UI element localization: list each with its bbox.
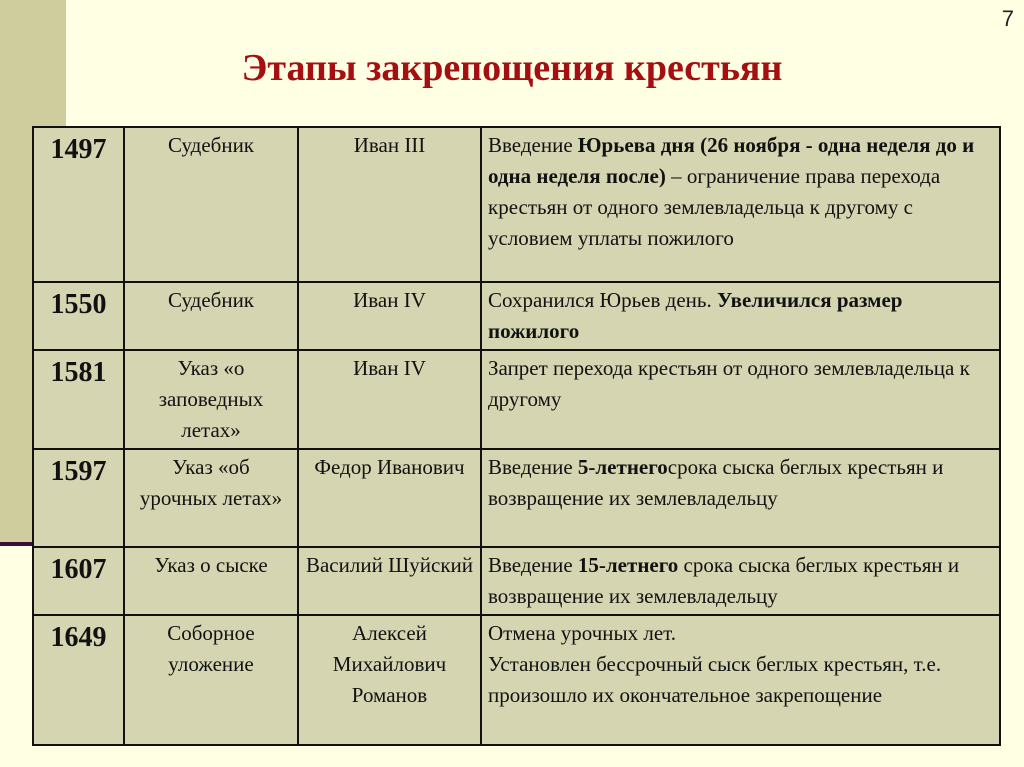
ruler-cell: Иван III	[298, 127, 481, 282]
description-bold-text: 15-летнего	[577, 553, 679, 577]
description-text: срока сыска беглых крестьян и возвращение их землевладельцу	[488, 455, 944, 510]
document-cell: Судебник	[124, 282, 298, 350]
description-cell	[481, 350, 1000, 449]
description-text: Запрет перехода крестьян от одного землевладельца к другому	[488, 356, 970, 411]
ruler-cell: Иван IV	[298, 350, 481, 449]
description-cell	[481, 547, 1000, 615]
description-text: Введение	[488, 133, 578, 157]
description-text: Введение	[488, 553, 578, 577]
year-cell: 1649	[33, 615, 124, 745]
description-text: Введение	[488, 455, 578, 479]
table-row	[33, 350, 1000, 449]
serfdom-stages-table	[32, 126, 1001, 746]
ruler-cell: Василий Шуйский	[298, 547, 481, 615]
document-cell: Соборное уложение	[124, 615, 298, 745]
description-text: – ограничение права перехода крестьян от одного землевладельца к другому с условием уплаты пожилого	[488, 164, 941, 250]
year-cell: 1497	[33, 127, 124, 282]
table-row	[33, 615, 1000, 745]
document-cell: Судебник	[124, 127, 298, 282]
document-cell: Указ «об урочных летах»	[124, 449, 298, 547]
ruler-cell: Федор Иванович	[298, 449, 481, 547]
table-row	[33, 449, 1000, 547]
year-cell: 1597	[33, 449, 124, 547]
description-text: срока сыска беглых крестьян и возвращение их землевладельцу	[488, 553, 960, 608]
description-cell	[481, 615, 1000, 745]
left-decor-line	[0, 542, 33, 546]
table-row	[33, 127, 1000, 282]
page-number: 7	[1001, 6, 1014, 31]
slide-title: Этапы закрепощения крестьян	[241, 47, 783, 89]
description-cell	[481, 449, 1000, 547]
description-bold-text: 5-летнего	[577, 455, 668, 479]
description-cell	[481, 282, 1000, 350]
table-row	[33, 547, 1000, 615]
year-cell: 1550	[33, 282, 124, 350]
document-cell: Указ о сыске	[124, 547, 298, 615]
description-text: Отмена урочных лет. Установлен бессрочный сыск беглых крестьян, т.е. произошло их окончательное закрепощение	[488, 621, 942, 707]
description-text: Сохранился Юрьев день.	[488, 288, 717, 312]
description-bold-text: Юрьева дня (26 ноября - одна неделя до и одна неделя после)	[488, 133, 975, 188]
ruler-cell: Иван IV	[298, 282, 481, 350]
description-bold-text: Увеличился размер пожилого	[488, 288, 903, 343]
year-cell: 1581	[33, 350, 124, 449]
description-cell	[481, 127, 1000, 282]
year-cell: 1607	[33, 547, 124, 615]
document-cell: Указ «о заповедных летах»	[124, 350, 298, 449]
ruler-cell: Алексей Михайлович Романов	[298, 615, 481, 745]
table-row	[33, 282, 1000, 350]
